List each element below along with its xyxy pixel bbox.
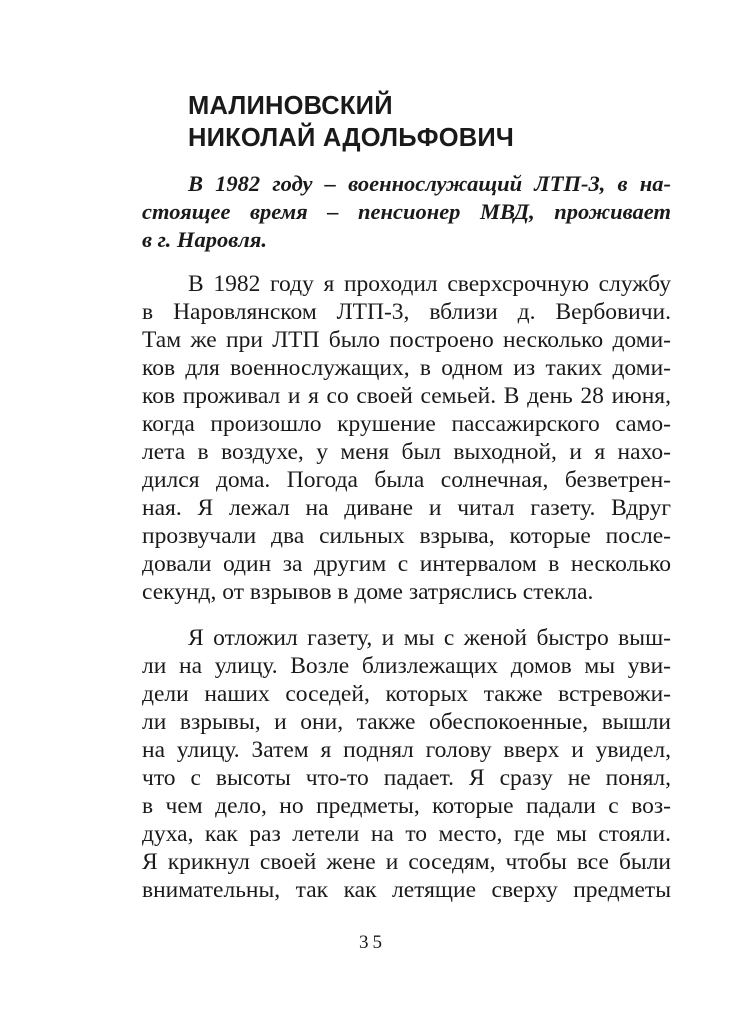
text-line: в чем дело, но предметы, которые падали с воз-: [142, 793, 671, 819]
text-line: в Наровлянском ЛТП-3, вблизи д. Вербовичи.: [142, 299, 671, 325]
text-line: Я отложил газету, и мы с женой быстро выш-: [188, 625, 671, 651]
intro-line: В 1982 году – военнослужащий ЛТП-3, в на-: [188, 171, 671, 196]
text-line: Я крикнул своей жене и соседям, чтобы все были: [142, 849, 671, 875]
given-names: НИКОЛАЙ АДОЛЬФОВИЧ: [188, 124, 515, 152]
person-name-heading: [188, 90, 688, 154]
intro-line: в г. Наровля.: [142, 227, 268, 252]
text-line: прозвучали два сильных взрыва, которые после-: [142, 523, 671, 549]
page-number: 35: [359, 932, 386, 953]
text-line: ков проживал и я со своей семьей. В день 28 июня,: [142, 383, 671, 409]
text-line: ная. Я лежал на диване и читал газету. Вдруг: [142, 495, 671, 521]
surname: МАЛИНОВСКИЙ: [188, 92, 393, 120]
text-line: лета в воздухе, у меня был выходной, и я нахо-: [142, 439, 671, 465]
text-line: довали один за другим с интервалом в несколько: [142, 551, 671, 577]
text-line: духа, как раз летели на то место, где мы стояли.: [142, 821, 671, 847]
text-line: ли на улицу. Возле близлежащих домов мы уви-: [142, 653, 671, 679]
text-line: дели наших соседей, которых также встревожи-: [142, 681, 671, 707]
text-line: Там же при ЛТП было построено несколько доми-: [142, 327, 671, 353]
intro-line: стоящее время – пенсионер МВД, проживает: [142, 199, 671, 224]
text-line: ли взрывы, и они, также обеспокоенные, вышли: [142, 709, 671, 735]
text-line: на улицу. Затем я поднял голову вверх и увидел,: [142, 737, 671, 763]
text-line: секунд, от взрывов в доме затряслись стекла.: [142, 579, 594, 605]
text-line: внимательны, так как летящие сверху предметы: [142, 877, 671, 903]
text-line: дился дома. Погода была солнечная, безветрен-: [142, 467, 671, 493]
text-line: когда произошло крушение пассажирского само-: [142, 411, 671, 437]
text-line: что с высоты что-то падает. Я сразу не понял,: [142, 765, 671, 791]
text-line: В 1982 году я проходил сверхсрочную службу: [188, 271, 671, 297]
text-line: ков для военнослужащих, в одном из таких доми-: [142, 355, 671, 381]
